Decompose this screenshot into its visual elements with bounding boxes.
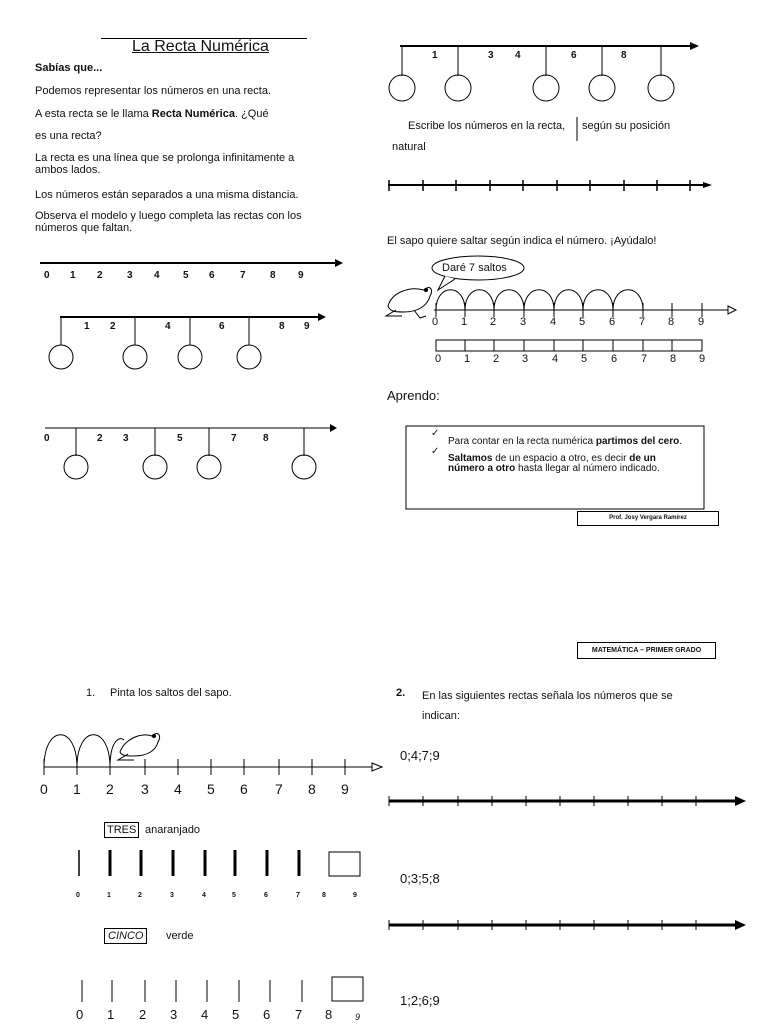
strip-num: 5 [581,353,588,365]
strip-num: 4 [552,353,559,365]
hop-num: 5 [207,781,215,797]
bar-num: 9 [353,892,357,899]
line3-num: 8 [263,433,269,444]
line2-num: 6 [219,321,225,332]
author-tag: Prof. Josy Vergara Ramírez [577,511,719,526]
bar2-num: 8 [325,1007,333,1022]
line2-num: 9 [304,321,310,332]
paragraph-4: La recta es una línea que se prolonga infinitamente a ambos lados. [35,152,295,176]
frog-num: 5 [579,316,586,328]
rule2-b: de un espacio a otro, es decir [492,453,630,464]
frog-num: 4 [550,316,557,328]
rule1-b: partimos del cero [595,436,680,447]
model-num: 2 [97,270,103,281]
frog-icon-2 [118,734,160,760]
model-num: 0 [44,270,50,281]
model-num: 6 [209,270,215,281]
model-num: 9 [298,270,304,281]
bar-num: 3 [170,892,174,899]
strip-num: 0 [435,353,442,365]
rule2-c: de un número a otro [448,453,656,474]
frog-instruction: El sapo quiere saltar según indica el número. ¡Ayúdalo! [387,235,657,247]
p2-c: . ¿Qué [234,108,269,120]
line2-num: 8 [279,321,285,332]
model-num: 3 [127,270,133,281]
line4-num: 3 [488,50,494,61]
tres-word: TRES [104,822,139,838]
hop-num: 2 [106,781,114,797]
page-title: La Recta Numérica [132,38,269,55]
hop-num: 6 [240,781,248,797]
bar-num: 7 [296,892,300,899]
rule1-a: Para contar en la recta numérica [448,436,596,447]
rule-2 [448,454,688,474]
exercise-2-number: 2. [396,687,406,699]
aprendo-heading: Aprendo: [387,388,440,403]
line3-num: 7 [231,433,237,444]
hop-num: 9 [341,781,349,797]
exercise-1-text: Pinta los saltos del sapo. [110,687,232,699]
bar2-num: 9 [355,1012,361,1022]
line3-num: 5 [177,433,183,444]
paragraph-3: es una recta? [35,130,102,142]
grade-tag: MATEMÁTICA – PRIMER GRADO [577,642,716,659]
bar2-num: 2 [139,1007,147,1022]
rule1-c: . [679,436,682,447]
cinco-word: CINCO [104,928,147,944]
frog-icon [386,288,432,318]
subtitle: Sabías que... [35,62,103,74]
speech-bubble-text: Daré 7 saltos [442,262,507,274]
line4-num: 1 [432,50,438,61]
hop-num: 4 [174,781,182,797]
line3-num: 3 [123,433,129,444]
bar-num: 0 [76,892,80,899]
paragraph-6: Observa el modelo y luego completa las rectas con los números que faltan. [35,210,302,234]
bar2-num: 6 [263,1007,271,1022]
bar-num: 8 [322,892,326,899]
line2-num: 1 [84,321,90,332]
bar2-num: 1 [107,1007,115,1022]
rule2-a: Saltamos [448,453,493,464]
bar2-num: 4 [201,1007,209,1022]
bar-num: 1 [107,892,111,899]
hop-num: 8 [308,781,316,797]
check-icon: ✓ [431,446,440,457]
hop-num: 0 [40,781,48,797]
bar-num: 6 [264,892,268,899]
strip-num: 2 [493,353,500,365]
strip-num: 8 [670,353,677,365]
frog-num: 7 [639,316,646,328]
bar-num: 2 [138,892,142,899]
number-set-2: 0;3;5;8 [400,871,440,886]
model-num: 1 [70,270,76,281]
bar2-num: 3 [170,1007,178,1022]
p2-b: Recta Numérica [151,108,235,120]
strip-num: 9 [699,353,706,365]
model-num: 8 [270,270,276,281]
frog-num: 2 [490,316,497,328]
hop-num: 3 [141,781,149,797]
check-icon: ✓ [431,428,440,439]
strip-num: 3 [522,353,529,365]
line2-num: 2 [110,321,116,332]
cinco-color: verde [166,930,194,942]
rule2-d: hasta llegar al número indicado. [515,463,660,474]
model-num: 4 [154,270,160,281]
frog-num: 8 [668,316,675,328]
frog-num: 3 [520,316,527,328]
line4-num: 4 [515,50,521,61]
p2-a: A esta recta se le llama [35,108,152,120]
frog-num: 1 [461,316,468,328]
model-num: 7 [240,270,246,281]
paragraph-5: Los números están separados a una misma distancia. [35,189,299,201]
strip-num: 1 [464,353,471,365]
line3-num: 2 [97,433,103,444]
exercise-1-number: 1. [86,687,96,699]
write-instruction-b: según su posición [582,120,671,132]
bar-num: 4 [202,892,206,899]
frog-num: 6 [609,316,616,328]
bar2-num: 7 [295,1007,303,1022]
hop-num: 7 [275,781,283,797]
line3-num: 0 [44,433,50,444]
bar2-num: 0 [76,1007,84,1022]
write-instruction-a: Escribe los números en la recta, [408,120,566,132]
number-set-1: 0;4;7;9 [400,748,440,763]
line4-num: 8 [621,50,627,61]
write-instruction-c: natural [392,141,426,153]
paragraph-1: Podemos representar los números en una recta. [35,85,272,97]
rule-1 [448,435,682,449]
exercise-2-text: En las siguientes rectas señala los números que se indican: [422,690,673,722]
strip-num: 6 [611,353,618,365]
bar-num: 5 [232,892,236,899]
tres-color: anaranjado [145,824,201,836]
number-set-3: 1;2;6;9 [400,993,440,1008]
line2-num: 4 [165,321,171,332]
frog-num: 0 [432,316,439,328]
bar2-num: 5 [232,1007,240,1022]
model-num: 5 [183,270,189,281]
hop-num: 1 [73,781,81,797]
strip-num: 7 [641,353,648,365]
line4-num: 6 [571,50,577,61]
frog-num: 9 [698,316,705,328]
